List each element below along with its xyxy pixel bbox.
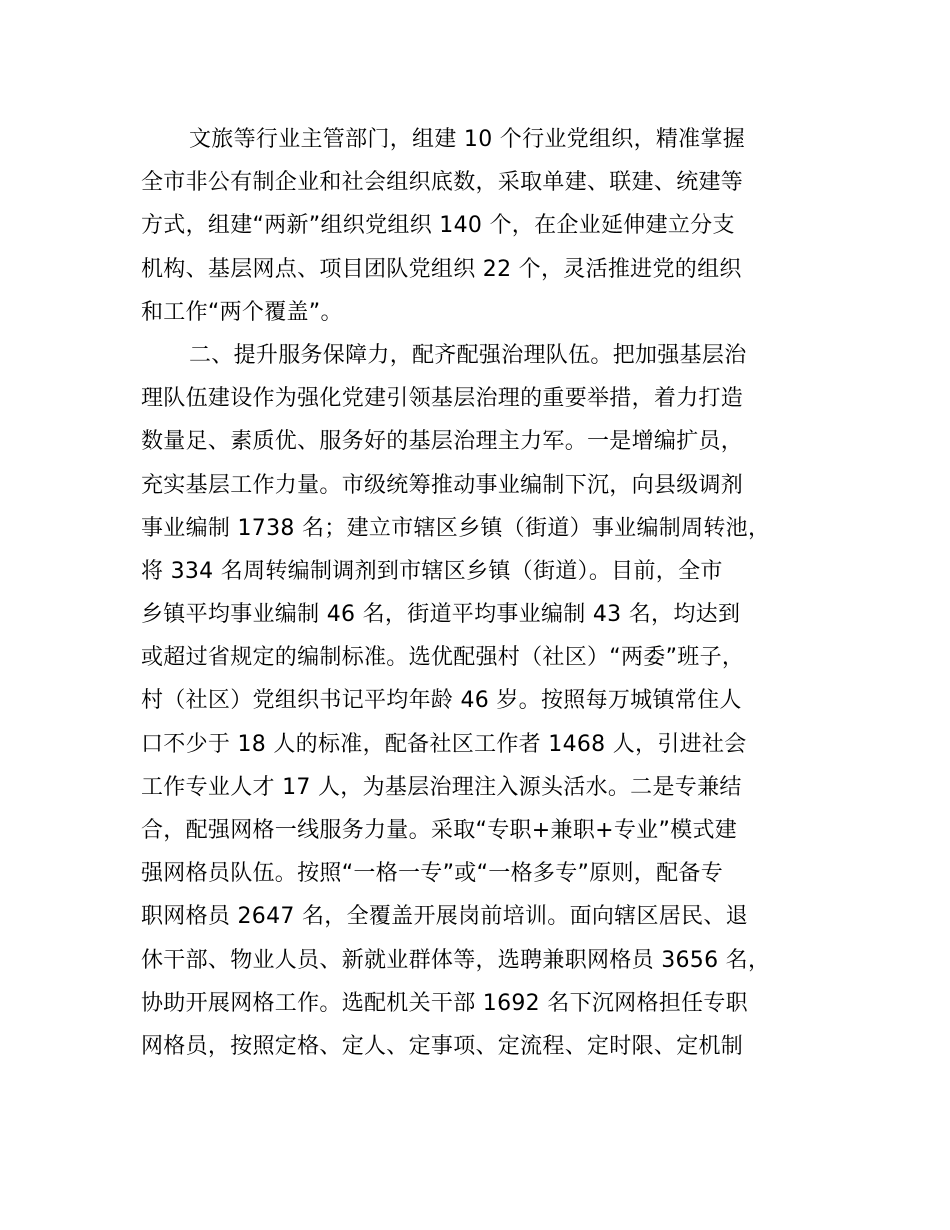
text-line: 合，配强网格一线服务力量。采取“专职+兼职+专业”模式建 <box>141 818 738 843</box>
text-line: 工作专业人才 17 人，为基层治理注入源头活水。二是专兼结 <box>141 774 742 800</box>
text-line: 文旅等行业主管部门，组建 10 个行业党组织，精准掌握 <box>189 127 746 152</box>
text-line: 休干部、物业人员、新就业群体等，选聘兼职网格员 3656 名， <box>141 947 771 973</box>
text-line: 或超过省规定的编制标准。选优配强村（社区）“两委”班子， <box>141 645 745 671</box>
text-line: 充实基层工作力量。市级统筹推动事业编制下沉，向县级调剂 <box>141 472 744 498</box>
text-line: 事业编制 1738 名；建立市辖区乡镇（街道）事业编制周转池， <box>141 515 771 541</box>
text-line: 理队伍建设作为强化党建引领基层治理的重要举措，着力打造 <box>141 386 744 412</box>
text-line: 全市非公有制企业和社会组织底数，采取单建、联建、统建等 <box>141 170 744 196</box>
text-line: 职网格员 2647 名，全覆盖开展岗前培训。面向辖区居民、退 <box>141 904 748 930</box>
text-line: 数量足、素质优、服务好的基层治理主力军。一是增编扩员， <box>141 429 744 455</box>
text-line: 乡镇平均事业编制 46 名，街道平均事业编制 43 名，均达到 <box>141 602 741 628</box>
text-line: 机构、基层网点、项目团队党组织 22 个，灵活推进党的组织 <box>141 256 742 282</box>
text-line: 口不少于 18 人的标准，配备社区工作者 1468 人，引进社会 <box>141 731 747 757</box>
text-line: 村（社区）党组织书记平均年龄 46 岁。按照每万城镇常住人 <box>141 688 742 714</box>
text-line: 网格员，按照定格、定人、定事项、定流程、定时限、定机制 <box>141 1033 744 1059</box>
paragraph-2 <box>141 334 841 1068</box>
paragraph-1 <box>141 118 841 334</box>
text-line: 协助开展网格工作。选配机关干部 1692 名下沉网格担任专职 <box>141 990 748 1016</box>
text-line: 将 334 名周转编制调剂到市辖区乡镇（街道）。目前，全市 <box>141 558 723 584</box>
body-text <box>141 118 841 1068</box>
text-line: 强网格员队伍。按照“一格一专”或“一格多专”原则，配备专 <box>141 861 723 887</box>
text-line: 和工作“两个覆盖”。 <box>141 299 343 325</box>
text-line: 方式，组建“两新”组织党组织 140 个，在企业延伸建立分支 <box>141 213 735 239</box>
text-line: 二、提升服务保障力，配齐配强治理队伍。把加强基层治 <box>189 342 747 368</box>
